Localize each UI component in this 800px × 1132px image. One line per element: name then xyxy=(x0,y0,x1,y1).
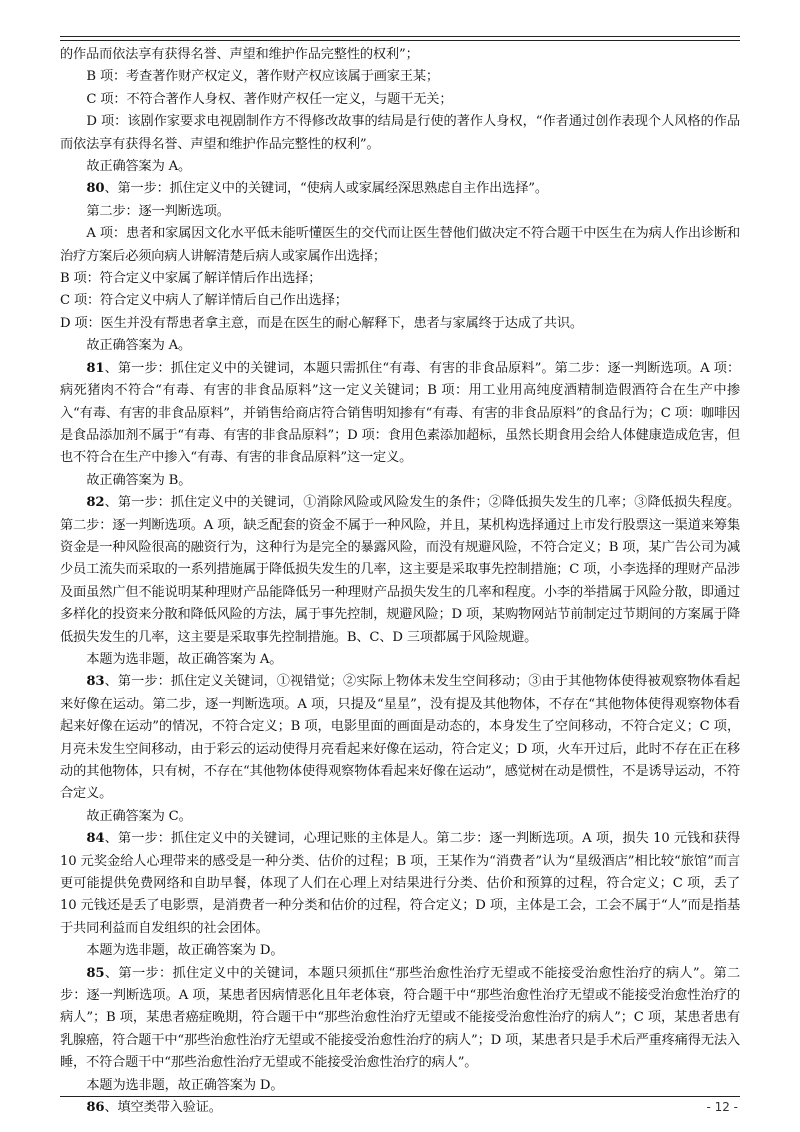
paragraph-text: D 项：医生并没有帮患者拿主意，而是在医生的耐心解释下，患者与家属终于达成了共识。 xyxy=(60,315,583,331)
paragraph-text: B 项：符合定义中家属了解详情后作出选择； xyxy=(60,271,322,287)
paragraph xyxy=(60,201,740,223)
paragraph-text: 、第一步：抓住定义中的关键词，本题只须抓住“那些治愈性治疗无望或不能接受治愈性治疗的病人”。第二步：逐一判断选项。A 项，某患者因病情恶化且年老体衰，符合题干中“那些治愈性治疗无望或不能接受治愈性治疗的病人”；B 项，某患者癌症晚期，符合题干中“那些治愈性治疗无望或不能接受治愈性治疗的病人”；C 项，某患者患有乳腺癌，符合题干中“那些治愈性治疗无望或不能接受治愈性治疗的病人”；D 项，某患者只是手术后严重疼痛得无法入睡，不符合题干中“那些治愈性治疗无望或不能接受治愈性治疗的病人”。 xyxy=(60,965,740,1071)
paragraph-text: 的作品而依法享有获得名誉、声望和维护作品完整性的权利”； xyxy=(60,47,419,62)
paragraph-text: 第二步：逐一判断选项。 xyxy=(86,203,230,219)
paragraph xyxy=(60,649,740,671)
paragraph-text: B 项：考查著作财产权定义，著作财产权应该属于画家王某； xyxy=(86,69,439,85)
paragraph xyxy=(60,335,740,357)
paragraph xyxy=(60,89,740,111)
paragraph xyxy=(60,111,740,156)
paragraph-text: 、第一步：抓住定义中的关键词，“使病人或家属经深思熟虑自主作出选择”。 xyxy=(104,181,548,197)
header-rule-thin xyxy=(60,40,740,41)
paragraph-text: 、填空类带入验证。 xyxy=(104,1100,222,1116)
paragraph xyxy=(60,1075,740,1097)
paragraph xyxy=(60,66,740,88)
header-rule xyxy=(60,36,740,37)
paragraph xyxy=(60,223,740,268)
question-number: 83 xyxy=(86,674,105,690)
paragraph xyxy=(60,178,740,200)
paragraph xyxy=(60,313,740,335)
paragraph xyxy=(60,1097,740,1119)
paragraph xyxy=(60,940,740,962)
paragraph xyxy=(60,470,740,492)
paragraph-text: 、第一步：抓住定义中的关键词，①消除风险或风险发生的条件；②降低损失发生的几率；③降低损失程度。第二步：逐一判断选项。A 项，缺乏配套的资金不属于一种风险，并且，某机构选择通过上市发行股票这一渠道来筹集资金是一种风险很高的融资行为，这种行为是完全的暴露风险，而没有规避风险，不符合定义；B 项，某广告公司为减少员工流失而采取的一系列措施属于降低损失发生的几率，这主要是采取事先控制措施；C 项，小李选择的理财产品涉及面虽然广但不能说明某种理财产品能降低另一种理财产品损失发生的几率和程度。小李的举措属于风险分散，即通过多样化的投资来分散和降低风险的方法，属于事先控制，规避风险；D 项，某购物网站节前制定过节期间的方案属于降低损失发生的几率，这主要是采取事先控制措施。B、C、D 三项都属于风险规避。 xyxy=(60,495,740,645)
paragraph xyxy=(60,156,740,178)
paragraph-text: 、第一步：抓住定义关键词，①视错觉；②实际上物体未发生空间移动；③由于其他物体使得被观察物体看起来好像在运动。第二步，逐一判断选项。A 项，只提及“星星”，没有提及其他物体，不存在“其他物体使得观察物体看起来好像在运动”的情况，不符合定义；B 项，电影里面的画面是动态的，本身发生了空间移动，不符合定义；C 项，月亮未发生空间移动，由于彩云的运动使得月亮看起来好像在运动，符合定义；D 项，火车开过后，此时不存在正在移动的其他物体，只有树，不存在“其他物体使得观察物体看起来好像在运动”，感觉树在动是惯性，不是诱导运动，不符合定义。 xyxy=(60,674,740,802)
question-number: 80 xyxy=(86,181,105,197)
question-number: 82 xyxy=(86,495,105,511)
paragraph-text: 故正确答案为 C。 xyxy=(86,808,192,824)
paragraph-text: 本题为选非题，故正确答案为 D。 xyxy=(86,1077,284,1093)
paragraph-text: 本题为选非题，故正确答案为 D。 xyxy=(86,943,284,959)
paragraph-text: C 项：符合定义中病人了解详情后自己作出选择； xyxy=(60,293,348,309)
question-number: 86 xyxy=(86,1100,105,1116)
question-number: 84 xyxy=(86,831,105,847)
paragraph-text: 本题为选非题，故正确答案为 A。 xyxy=(86,651,283,667)
paragraph xyxy=(60,806,740,828)
paragraph xyxy=(60,828,740,940)
footer-rule xyxy=(60,1096,740,1097)
question-number: 85 xyxy=(86,965,105,981)
paragraph-text: D 项：该剧作家要求电视剧制作方不得修改故事的结局是行使的著作人身权，“作者通过创作表现个人风格的作品而依法享有获得名誉、声望和维护作品完整性的权利”。 xyxy=(60,114,740,152)
paragraph xyxy=(60,963,740,1075)
paragraph xyxy=(60,290,740,312)
paragraph-text: A 项：患者和家属因文化水平低未能听懂医生的交代而让医生替他们做决定不符合题干中医生在为病人作出诊断和治疗方案后必须向病人讲解清楚后病人或家属作出选择； xyxy=(60,226,740,264)
paragraph-text: 故正确答案为 A。 xyxy=(86,338,192,354)
paragraph-text: 、第一步：抓住定义中的关键词，心理记账的主体是人。第二步：逐一判断选项。A 项，损失 10 元钱和获得 10 元奖金给人心理带来的感受是一种分类、估价的过程；B 项，王某作为“消费者”认为“星级酒店”相比较“旅馆”而言更可能提供免费网络和自助早餐，体现了人们在心理上对结果进行分类、估价和预算的过程，符合定义；C 项，丢了 10 元钱还是丢了电影票，是消费者一种分类和估价的过程，符合定义；D 项，主体是工会，工会不属于“人”而是指基于共同利益而自发组织的社会团体。 xyxy=(60,831,740,936)
paragraph xyxy=(60,492,740,649)
paragraph xyxy=(60,268,740,290)
paragraph-text: 故正确答案为 A。 xyxy=(86,159,192,175)
paragraph-text: 、第一步：抓住定义中的关键词，本题只需抓住“有毒、有害的非食品原料”。第二步：逐一判断选项。A 项：病死猪肉不符合“有毒、有害的非食品原料”这一定义关键词；B 项：用工业用高纯度酒精制造假酒符合在生产中掺入“有毒、有害的非食品原料”，并销售给商店符合销售明知掺有“有毒、有害的非食品原料”的食品行为；C 项：咖啡因是食品添加剂不属于“有毒、有害的非食品原料”；D 项：食用色素添加超标，虽然长期食用会给人体健康造成危害，但也不符合在生产中掺入“有毒、有害的非食品原料”这一定义。 xyxy=(60,360,740,466)
document-body xyxy=(60,44,740,1120)
paragraph xyxy=(60,671,740,805)
page-number: - 12 - xyxy=(706,1100,738,1114)
paragraph-text: 故正确答案为 B。 xyxy=(86,472,192,488)
paragraph xyxy=(60,358,740,470)
paragraph xyxy=(60,44,740,66)
question-number: 81 xyxy=(86,360,105,376)
paragraph-text: C 项：不符合著作人身权、著作财产权任一定义，与题干无关； xyxy=(86,91,453,107)
